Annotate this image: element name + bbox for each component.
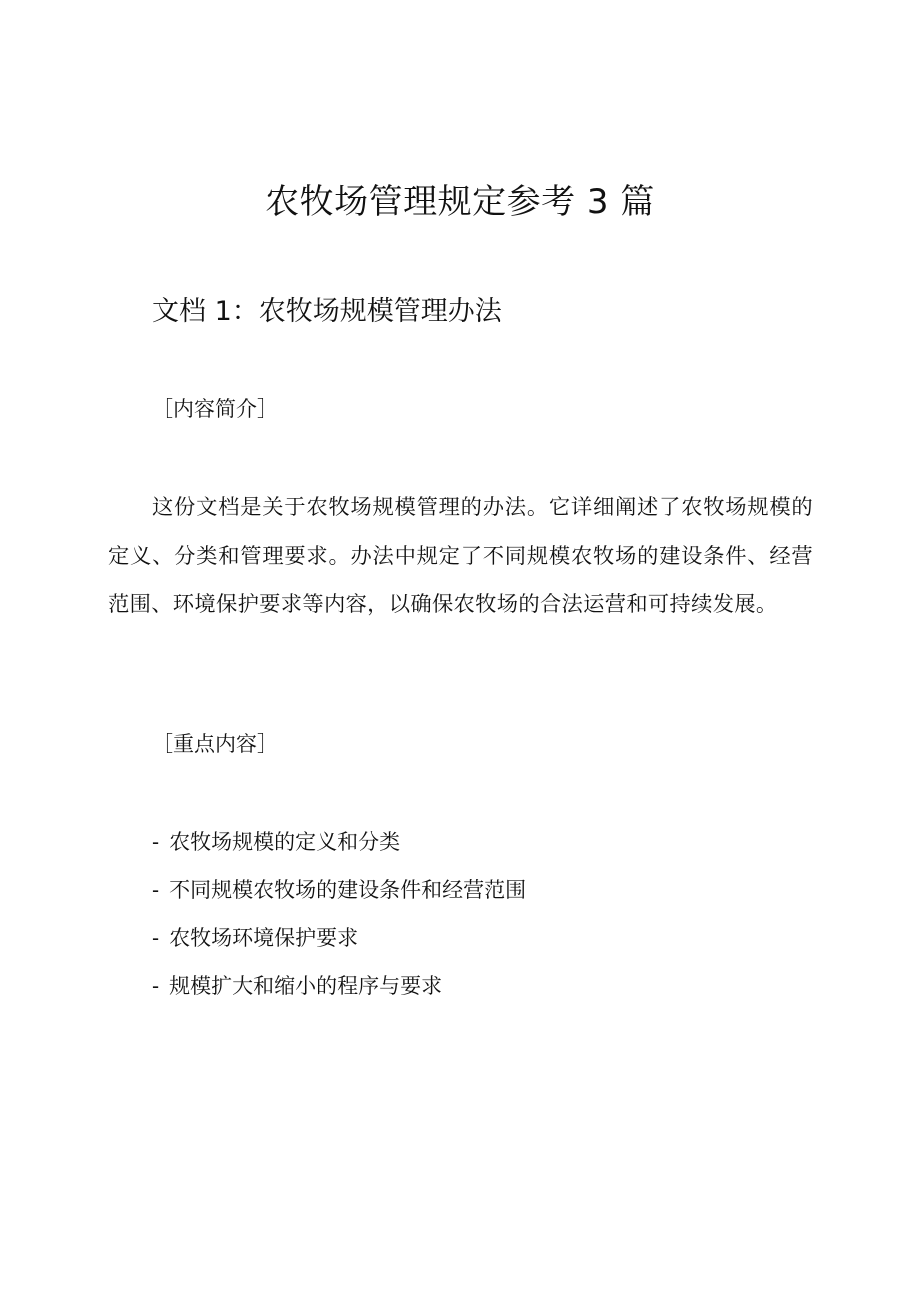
key-points-list (152, 818, 526, 1010)
list-item (152, 866, 526, 914)
bullet-dash: - (152, 878, 160, 902)
list-item (152, 914, 526, 962)
list-item (152, 818, 526, 866)
list-item (152, 962, 526, 1010)
document-title: 农牧场管理规定参考 3 篇 (265, 182, 655, 222)
list-item-text: 不同规模农牧场的建设条件和经营范围 (169, 878, 527, 902)
intro-label: ［内容简介］ (152, 397, 278, 421)
intro-paragraph: 这份文档是关于农牧场规模管理的办法。它详细阐述了农牧场规模的定义、分类和管理要求。办法中规定了不同规模农牧场的建设条件、经营范围、环境保护要求等内容，以确保农牧场的合法运营和可持续发展。 (108, 495, 813, 617)
bullet-dash: - (152, 830, 160, 854)
key-points-label: ［重点内容］ (152, 732, 278, 756)
list-item-text: 规模扩大和缩小的程序与要求 (169, 974, 443, 998)
list-item-text: 农牧场规模的定义和分类 (169, 830, 401, 854)
bullet-dash: - (152, 974, 160, 998)
list-item-text: 农牧场环境保护要求 (169, 926, 359, 950)
bullet-dash: - (152, 926, 160, 950)
section-heading: 文档 1：农牧场规模管理办法 (152, 296, 502, 327)
